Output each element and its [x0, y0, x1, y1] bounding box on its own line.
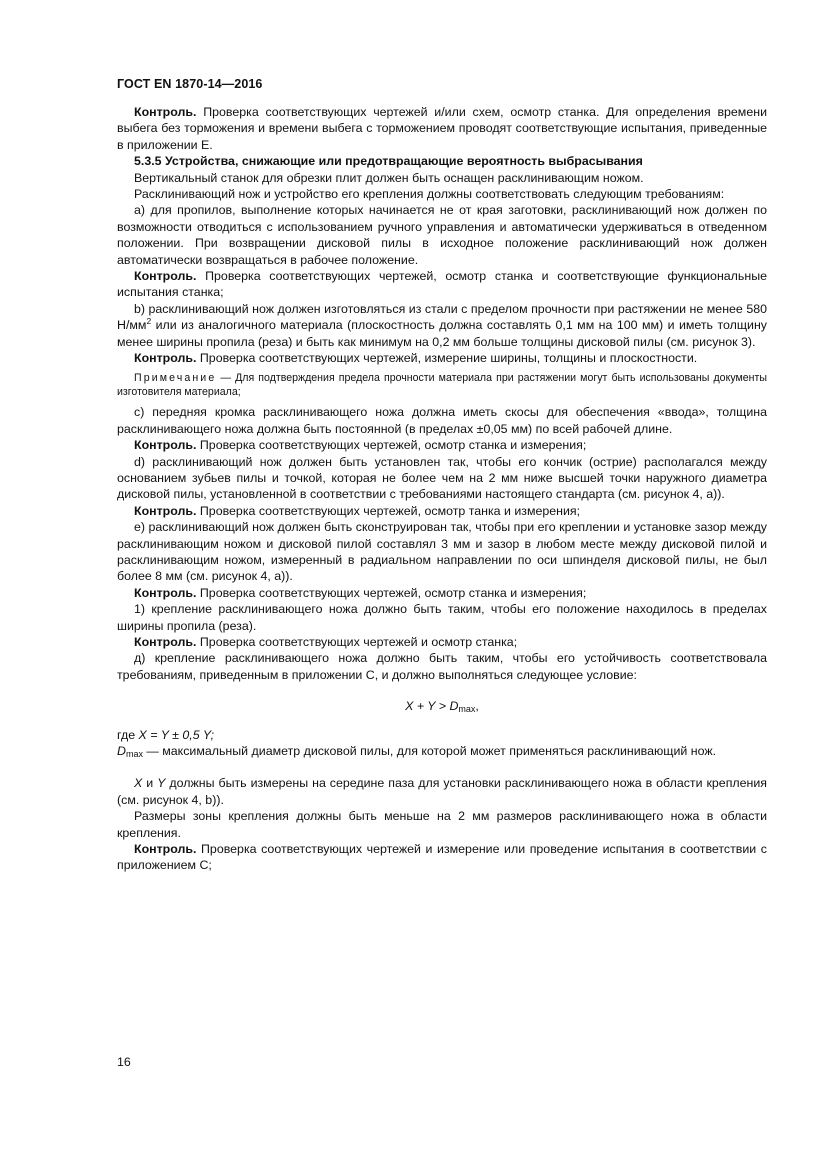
- where-clause: где X = Y ± 0,5 Y;: [117, 727, 215, 742]
- list-item-d: d) расклинивающий нож должен быть установлен так, чтобы его кончик (острие) располагался между основанием зубьев пилы и точкой, которая не более чем на 2 мм ниже высшей точки наружного диаметра дисковой пилы, установленной в соответствии с требованиями настоящего стандарта (см. рисунок 4, а)).: [117, 454, 767, 502]
- control-paragraph: Контроль. Проверка соответствующих чертежей и/или схем, осмотр станка. Для определения времени выбега без торможения и времени выбега с торможением проводят соответствующие испытания, приведенные в приложении Е.: [117, 105, 767, 152]
- control-paragraph: Контроль. Проверка соответствующих чертежей, осмотр танка и измерения;: [134, 503, 581, 518]
- list-item-b: b) расклинивающий нож должен изготовляться из стали с пределом прочности при растяжении не менее 580 $Н/мм^2$ или из аналогичного материала (плоскостность должна составлять 0,1 мм на 100 мм) и иметь толщину менее ширины пропила (реза) и быть как минимум на 0,2 мм больше толщины дисковой пилы (см. рисунок 3).: [117, 301, 767, 349]
- note-label: Примечание: [134, 371, 217, 384]
- list-item-1: 1) крепление расклинивающего ножа должно быть таким, чтобы его положение находилось в пределах ширины пропила (реза).: [117, 602, 767, 633]
- control-label: Контроль.: [134, 503, 197, 518]
- list-item-e: е) расклинивающий нож должен быть сконструирован так, чтобы при его креплении и установке зазор между расклинивающим ножом и дисковой пилой составлял 3 мм и зазор в любом месте между дисковой пилой и расклинивающим ножом, измеренный в радиальном направлении по оси шпинделя дисковой пилы, не был более 8 мм (см. рисунок 4, а)).: [117, 520, 767, 584]
- control-label: Контроль.: [134, 438, 197, 453]
- section-heading: 5.3.5 Устройства, снижающие или предотвращающие вероятность выбрасывания: [134, 154, 643, 169]
- list-item-d2: д) крепление расклинивающего ножа должно быть таким, чтобы его устойчивость соответствовала требованиям, приведенным в приложении С, и должно выполняться следующее условие:: [117, 651, 767, 682]
- dmax-definition: $D_{max}$ — максимальный диаметр дисковой пилы, для которой может применяться расклинивающий нож.: [117, 744, 717, 760]
- control-paragraph: Контроль. Проверка соответствующих чертежей и осмотр станка;: [134, 635, 518, 649]
- document-body: [117, 104, 767, 874]
- control-label: Контроль.: [134, 105, 197, 119]
- page-number: 16: [117, 1055, 131, 1069]
- document-header: ГОСТ EN 1870-14—2016: [117, 77, 263, 91]
- control-paragraph: Контроль. Проверка соответствующих чертежей и измерение или проведение испытания в соответствии с приложением С;: [117, 842, 767, 873]
- note: Примечание — Для подтверждения предела прочности материала при растяжении могут быть использованы документы изготовителя материала;: [117, 371, 767, 398]
- paragraph: X и Y должны быть измерены на середине паза для установки расклинивающего ножа в области крепления (см. рисунок 4, b)).: [117, 776, 767, 807]
- control-label: Контроль.: [134, 585, 197, 600]
- control-paragraph: Контроль. Проверка соответствующих чертежей, осмотр станка и соответствующие функциональные испытания станка;: [117, 269, 767, 300]
- list-item-c: с) передняя кромка расклинивающего ножа должна иметь скосы для обеспечения «ввода», толщина расклинивающего ножа должна быть постоянной (в пределах ±0,05 мм) по всей рабочей длине.: [117, 405, 767, 436]
- control-label: Контроль.: [134, 351, 197, 366]
- formula: $X + Y > D_{max}$,: [405, 699, 479, 715]
- control-paragraph: Контроль. Проверка соответствующих чертежей, осмотр станка и измерения;: [134, 585, 587, 600]
- control-paragraph: Контроль. Проверка соответствующих чертежей, измерение ширины, толщины и плоскостности.: [134, 351, 698, 366]
- control-label: Контроль.: [134, 842, 197, 857]
- paragraph: Расклинивающий нож и устройство его крепления должны соответствовать следующим требованиям:: [134, 187, 725, 202]
- list-item-a: а) для пропилов, выполнение которых начинается не от края заготовки, расклинивающий нож должен по возможности отводиться с использованием ручного управления и автоматически удерживаться в отведенном положении. При возвращении дисковой пилы в исходное положение расклинивающий нож должен автоматически возвращаться в рабочее положение.: [117, 203, 767, 267]
- control-label: Контроль.: [134, 635, 197, 649]
- control-paragraph: Контроль. Проверка соответствующих чертежей, осмотр станка и измерения;: [134, 438, 587, 453]
- control-label: Контроль.: [134, 269, 197, 284]
- paragraph: Размеры зоны крепления должны быть меньше на 2 мм размеров расклинивающего ножа в области крепления.: [117, 809, 767, 840]
- paragraph: Вертикальный станок для обрезки плит должен быть оснащен расклинивающим ножом.: [134, 170, 644, 185]
